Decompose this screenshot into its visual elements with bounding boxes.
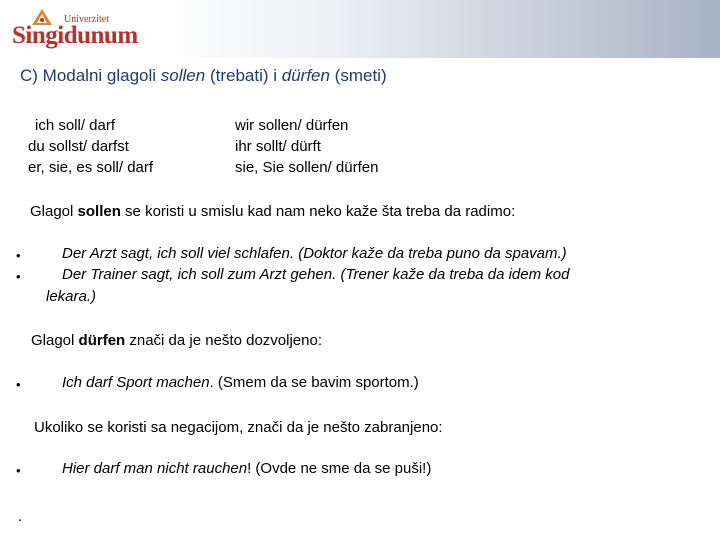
negation-example xyxy=(62,460,431,477)
bullet-marker: • xyxy=(16,377,21,392)
sollen-example-2-continued xyxy=(46,288,96,305)
conj-plural-1: wir sollen/ dürfen xyxy=(235,117,349,134)
conj-singular-1: ich soll/ darf xyxy=(35,117,116,134)
title-prefix: C) Modalni glagoli xyxy=(20,66,161,85)
logo-small-text: Univerzitet xyxy=(64,14,109,25)
sollen-example-1 xyxy=(62,245,567,262)
bullet-marker: • xyxy=(16,463,21,478)
negation-example-serbian: ! (Ovde ne sme da se puši!) xyxy=(247,460,432,477)
negation-example-german: Hier darf man nicht rauchen xyxy=(62,460,248,477)
conj-singular-3: er, sie, es soll/ darf xyxy=(28,159,154,176)
conj-singular-2: du sollst/ darfst xyxy=(28,138,129,155)
sollen-example-2 xyxy=(62,266,569,283)
title-sollen: sollen xyxy=(160,66,206,85)
durfen-intro xyxy=(31,332,322,349)
durfen-intro-suffix: znači da je nešto dozvoljeno: xyxy=(125,332,322,349)
title-mid: (trebati) i xyxy=(205,66,282,85)
durfen-example xyxy=(62,374,419,391)
sollen-example-2-serbian-continued: lekara.) xyxy=(46,288,97,305)
title-suffix: (smeti) xyxy=(329,66,387,85)
durfen-intro-word: dürfen xyxy=(78,332,126,349)
negation-intro: Ukoliko se koristi sa negacijom, znači da je nešto zabranjeno: xyxy=(34,419,443,436)
durfen-example-german: Ich darf Sport machen xyxy=(62,374,210,391)
sollen-intro-word: sollen xyxy=(77,203,121,220)
sollen-example-1-german: Der Arzt sagt, ich soll viel schlafen. xyxy=(62,245,295,262)
sollen-intro-prefix: Glagol xyxy=(30,203,78,220)
sollen-intro-suffix: se koristi u smislu kad nam neko kaže šta treba da radimo: xyxy=(120,203,516,220)
bullet-marker: • xyxy=(16,248,21,263)
sollen-example-1-serbian: (Doktor kaže da treba puno da spavam.) xyxy=(294,245,567,262)
conj-plural-3: sie, Sie sollen/ dürfen xyxy=(235,159,379,176)
durfen-intro-prefix: Glagol xyxy=(31,332,79,349)
logo-big-text: Singidunum xyxy=(12,22,138,49)
trailing-dot: . xyxy=(18,508,23,525)
bullet-marker: • xyxy=(16,269,21,284)
durfen-example-serbian: . (Smem da se bavim sportom.) xyxy=(209,374,419,391)
sollen-example-2-serbian: (Trener kaže da treba da idem kod xyxy=(336,266,570,283)
sollen-intro xyxy=(30,203,515,220)
page-title xyxy=(20,66,387,86)
university-logo xyxy=(12,8,138,50)
title-durfen: dürfen xyxy=(281,66,330,85)
conj-plural-2: ihr sollt/ dürft xyxy=(235,138,321,155)
sollen-example-2-german: Der Trainer sagt, ich soll zum Arzt gehen. xyxy=(62,266,337,283)
